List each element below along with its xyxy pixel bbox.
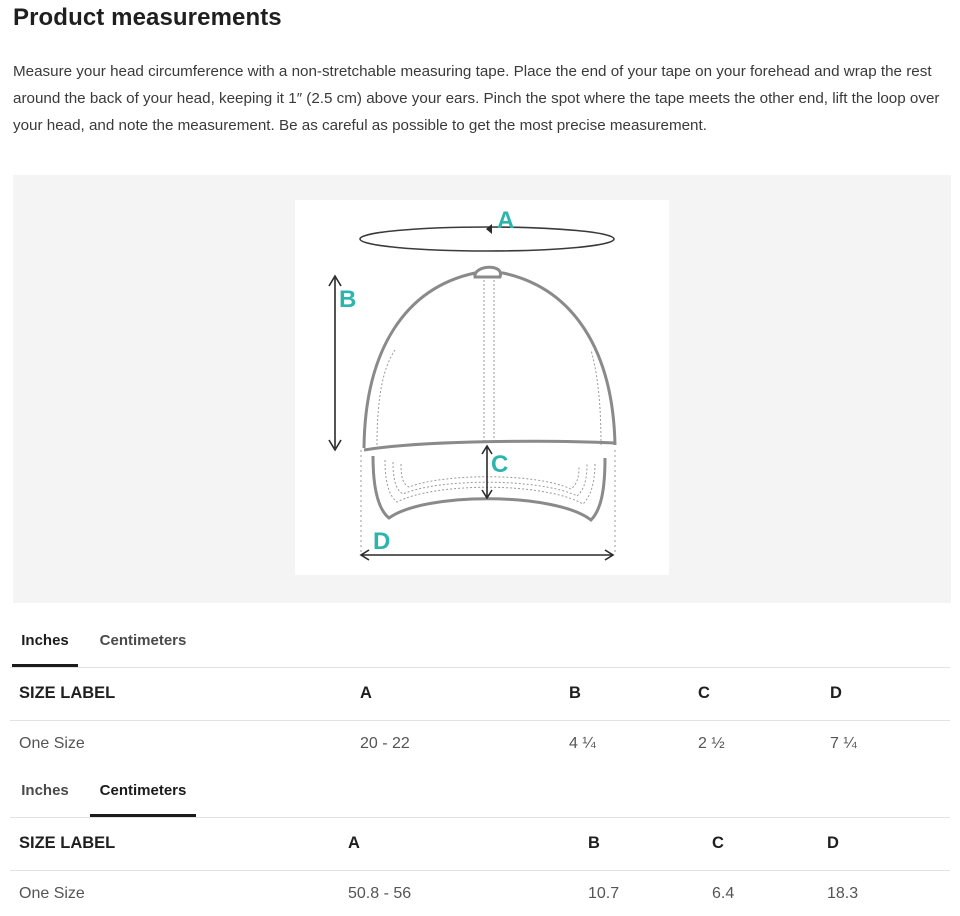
tabs-divider [10, 817, 950, 818]
cap-button [475, 267, 501, 277]
label-c: C [491, 451, 509, 478]
cell-a: 50.8 - 56 [348, 885, 412, 902]
circumference-ellipse [360, 227, 614, 251]
label-d: D [373, 528, 391, 555]
page-title: Product measurements [13, 4, 282, 31]
cell-d: 7 ¼ [830, 735, 857, 752]
cell-size-label: One Size [19, 885, 85, 902]
tab-centimeters[interactable]: Centimeters [90, 775, 196, 817]
cap-side-seam-left [377, 350, 395, 445]
header-c: C [712, 834, 724, 852]
tabs-divider [10, 667, 950, 668]
header-b: B [569, 684, 581, 702]
visor-stitch-3 [401, 464, 579, 489]
label-a: A [497, 207, 515, 234]
header-d: D [827, 834, 839, 852]
cell-c: 6.4 [712, 885, 735, 902]
cell-d: 18.3 [827, 885, 859, 902]
circumference-arrowhead [486, 224, 492, 234]
measurement-diagram-panel [13, 175, 951, 603]
header-a: A [360, 684, 372, 702]
header-c: C [698, 684, 710, 702]
header-a: A [348, 834, 360, 852]
visor-stitch-2 [393, 462, 587, 496]
header-divider [10, 720, 950, 721]
unit-tabs-2 [12, 775, 950, 821]
header-divider [10, 870, 950, 871]
tab-centimeters[interactable]: Centimeters [99, 632, 187, 649]
header-size-label: SIZE LABEL [19, 834, 116, 852]
cap-visor [373, 456, 605, 520]
cap-side-seam-right [591, 350, 601, 445]
cap-diagram-svg [295, 200, 669, 575]
cap-diagram [295, 200, 669, 575]
cell-size-label: One Size [19, 735, 85, 752]
header-b: B [588, 834, 600, 852]
label-b: B [339, 286, 357, 313]
header-d: D [830, 684, 842, 702]
unit-tabs-1 [12, 625, 950, 671]
tab-inches[interactable]: Inches [12, 625, 78, 667]
cell-b: 10.7 [588, 885, 620, 902]
cell-a: 20 - 22 [360, 735, 410, 752]
tab-inches[interactable]: Inches [21, 782, 69, 799]
cap-crown [364, 273, 615, 448]
measurement-instructions: Measure your head circumference with a non-stretchable measuring tape. Place the end of your tape on your forehead and wrap the rest around the back of your head, keeping it 1″ (2.5 cm) above your ears. Pinch the spot where the tape meets the other end, lift the loop over your head, and note the measurement. Be as careful as possible to get the most precise measurement. [13, 63, 940, 134]
header-size-label: SIZE LABEL [19, 684, 116, 702]
cell-c: 2 ½ [698, 735, 725, 752]
cell-b: 4 ¼ [569, 735, 596, 752]
